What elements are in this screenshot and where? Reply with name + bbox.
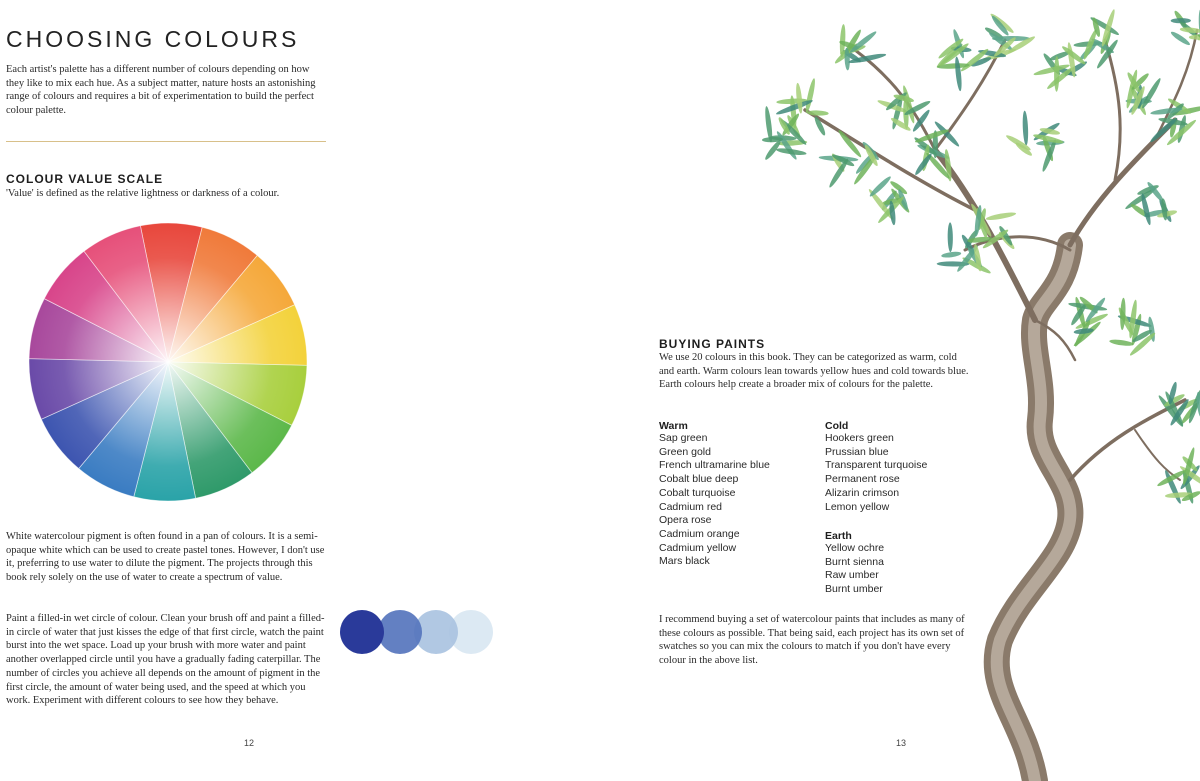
buying-paints-heading: BUYING PAINTS xyxy=(659,337,766,351)
cold-item: Transparent turquoise xyxy=(825,459,928,472)
tree-illustration xyxy=(735,0,1200,781)
earth-item: Burnt umber xyxy=(825,583,883,596)
colour-value-subtitle: 'Value' is defined as the relative lightness or darkness of a colour. xyxy=(6,188,280,199)
warm-item: Cobalt turquoise xyxy=(659,486,736,499)
leaf xyxy=(985,211,1016,222)
warm-item: Sap green xyxy=(659,432,708,444)
recommendation-paragraph: I recommend buying a set of watercolour paints that includes as many of these colours as possible. That being said, each project has its own set of swatches so you can mix the colours to match if you don't have every colour in the above list. xyxy=(659,614,965,667)
cold-item: Lemon yellow xyxy=(825,500,890,513)
colour-value-scale-heading: COLOUR VALUE SCALE xyxy=(6,172,164,186)
cold-item: Permanent rose xyxy=(825,473,900,486)
warm-item: Mars black xyxy=(659,555,710,568)
intro-paragraph: Each artist's palette has a different number of colours depending on how they like to mix each hue. As a subject matter, nature hosts an astonishing range of colours and requires a bit of experimentation to build the perfect colour palette. xyxy=(6,64,316,117)
leaf xyxy=(1054,56,1059,92)
page-number-left: 12 xyxy=(244,738,255,748)
cold-heading: Cold xyxy=(825,420,849,432)
warm-heading: Warm xyxy=(659,420,688,432)
warm-item: Opera rose xyxy=(659,514,712,527)
earth-item: Burnt sienna xyxy=(825,555,884,568)
leaf xyxy=(954,56,963,91)
cold-item: Alizarin crimson xyxy=(825,486,900,499)
cold-item: Hookers green xyxy=(825,432,894,444)
leaf xyxy=(804,78,817,114)
buying-paints-intro: We use 20 colours in this book. They can be categorized as warm, cold and earth. Warm colours lean towards yellow hues and cold towards blue. Earth colours help create a broader mix of colours for the palette. xyxy=(659,352,969,391)
warm-item: Cobalt blue deep xyxy=(659,473,739,486)
colour-wheel-illustration xyxy=(28,222,308,502)
leaf xyxy=(947,222,953,252)
leaf xyxy=(1022,110,1029,145)
leaf xyxy=(913,152,933,176)
caterpillar-paragraph: Paint a filled-in wet circle of colour. Clean your brush off and paint a filled-in circle of water that just kisses the edge of that first circle, watch the paint burst into the wet space. Load up your brush with more water and paint another overlapped circle until you have a gradually fading caterpillar. The number of circles you achieve all depends on the amount of pigment in the first circle, the amount of water being used, and the speed at which you work. Experiment with different colours to see how they behave. xyxy=(6,613,325,707)
divider-rule xyxy=(6,141,326,142)
page-title: CHOOSING COLOURS xyxy=(6,26,300,52)
earth-heading: Earth xyxy=(825,530,852,542)
leaf xyxy=(868,175,892,198)
warm-item: Green gold xyxy=(659,445,711,458)
leaf xyxy=(1109,338,1134,346)
warm-item: Cadmium orange xyxy=(659,527,740,540)
earth-item: Yellow ochre xyxy=(825,542,885,554)
cold-item: Prussian blue xyxy=(825,445,889,458)
white-pigment-paragraph: White watercolour pigment is often found in a pan of colours. It is a semi-opaque white which can be used to create pastel tones. However, I don't use it, preferring to use water to dilute the pigment. The projects through this book rely solely on the use of water to create a spectrum of value. xyxy=(6,531,325,584)
warm-item: Cadmium yellow xyxy=(659,541,737,554)
page-number-right: 13 xyxy=(896,738,907,748)
leaf xyxy=(941,251,962,259)
leaf xyxy=(901,85,916,124)
value-swatch-illustration xyxy=(338,606,494,658)
warm-item: Cadmium red xyxy=(659,500,723,513)
warm-item: French ultramarine blue xyxy=(659,459,770,472)
leaf xyxy=(1170,30,1192,47)
earth-item: Raw umber xyxy=(825,569,879,582)
